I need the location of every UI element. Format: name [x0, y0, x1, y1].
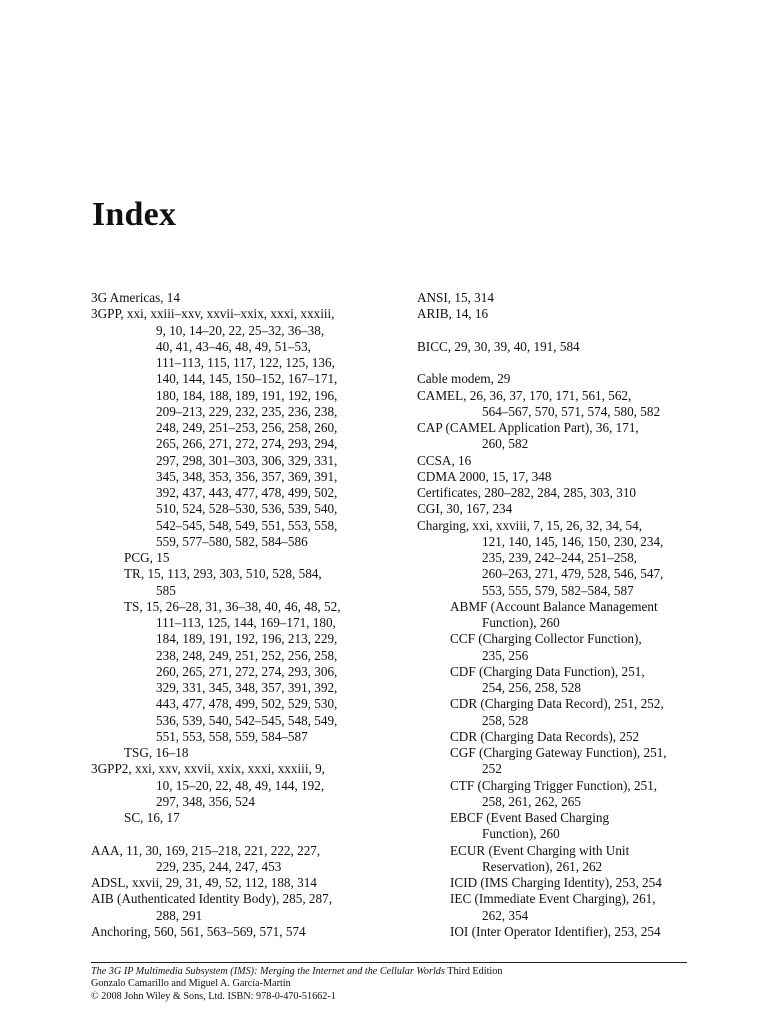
index-continuation: 258, 261, 262, 265 [482, 793, 581, 809]
index-continuation: 235, 256 [482, 647, 529, 663]
index-continuation: 559, 577–580, 582, 584–586 [156, 533, 308, 549]
footer-edition: Third Edition [444, 966, 503, 977]
index-continuation: 260, 582 [482, 436, 529, 452]
index-continuation: Function), 260 [482, 615, 560, 630]
index-continuation: 260–263, 271, 479, 528, 546, 547, [482, 566, 664, 582]
index-subentry: PCG, 15 [124, 550, 170, 565]
index-entry: ARIB, 14, 16 [417, 306, 489, 322]
index-continuation: 209–213, 229, 232, 235, 236, 238, [156, 403, 338, 419]
index-subentry: CGF (Charging Gateway Function), 251, [450, 745, 667, 760]
index-entry: Charging, xxi, xxviii, 7, 15, 26, 32, 34, 54, [417, 517, 643, 533]
index-continuation: 111–113, 115, 117, 122, 125, 136, [156, 355, 335, 370]
index-subentry: ECUR (Event Charging with Unit [450, 842, 630, 858]
index-continuation: 40, 41, 43–46, 48, 49, 51–53, [156, 338, 311, 354]
index-continuation: 235, 239, 242–244, 251–258, [482, 550, 637, 565]
index-entry: CAP (CAMEL Application Part), 36, 171, [417, 420, 639, 435]
index-continuation: 329, 331, 345, 348, 357, 391, 392, [156, 680, 338, 695]
index-entry: Certificates, 280–282, 284, 285, 303, 310 [417, 485, 637, 500]
index-continuation: 248, 249, 251–253, 256, 258, 260, [156, 420, 338, 435]
index-continuation: 180, 184, 188, 189, 191, 192, 196, [156, 387, 338, 403]
index-continuation: 345, 348, 353, 356, 357, 369, 391, [156, 468, 338, 484]
index-subentry: TSG, 16–18 [124, 745, 189, 760]
index-continuation: 265, 266, 271, 272, 274, 293, 294, [156, 436, 338, 452]
index-continuation: Function), 260 [482, 826, 560, 842]
index-continuation: 392, 437, 443, 477, 478, 499, 502, [156, 485, 338, 500]
index-continuation: 262, 354 [482, 907, 529, 923]
footer-copyright: © 2008 John Wiley & Sons, Ltd. ISBN: 978-0-470-51662-1 [91, 990, 336, 1002]
index-subentry: TS, 15, 26–28, 31, 36–38, 40, 46, 48, 52, [124, 598, 341, 614]
index-continuation: 564–567, 570, 571, 574, 580, 582 [482, 403, 661, 419]
index-continuation: 254, 256, 258, 528 [482, 680, 581, 695]
index-continuation: 551, 553, 558, 559, 584–587 [156, 728, 308, 744]
index-entry: CGI, 30, 167, 234 [417, 501, 513, 517]
index-subentry: EBCF (Event Based Charging [450, 810, 610, 825]
index-entry: AIB (Authenticated Identity Body), 285, 287, [91, 891, 332, 907]
footer-book-title: The 3G IP Multimedia Subsystem (IMS): Merging the Internet and the Cellular Worlds [91, 966, 445, 977]
index-subentry: TR, 15, 113, 293, 303, 510, 528, 584, [124, 566, 322, 582]
index-continuation: 585 [156, 582, 176, 598]
index-spacer [417, 323, 717, 339]
index-entry: 3G Americas, 14 [91, 290, 180, 305]
index-subentry: ICID (IMS Charging Identity), 253, 254 [450, 875, 662, 890]
index-entry: CDMA 2000, 15, 17, 348 [417, 468, 552, 484]
index-continuation: 553, 555, 579, 582–584, 587 [482, 582, 634, 598]
index-continuation: 536, 539, 540, 542–545, 548, 549, [156, 712, 338, 728]
index-entry: 3GPP, xxi, xxiii–xxv, xxvii–xxix, xxxi, xxxiii, [91, 306, 335, 322]
index-subentry: CTF (Charging Trigger Function), 251, [450, 777, 658, 793]
index-entry: BICC, 29, 30, 39, 40, 191, 584 [417, 338, 580, 354]
index-continuation: 121, 140, 145, 146, 150, 230, 234, [482, 533, 664, 549]
index-column-right [417, 290, 717, 940]
index-spacer [417, 355, 717, 371]
index-entry: CCSA, 16 [417, 452, 472, 468]
book-footer [91, 962, 687, 1003]
index-continuation: 252 [482, 761, 502, 777]
index-subentry: SC, 16, 17 [124, 810, 180, 825]
index-continuation: 443, 477, 478, 499, 502, 529, 530, [156, 696, 338, 712]
index-subentry: CCF (Charging Collector Function), [450, 631, 642, 647]
index-subentry: IEC (Immediate Event Charging), 261, [450, 891, 656, 907]
index-continuation: 9, 10, 14–20, 22, 25–32, 36–38, [156, 322, 325, 338]
footer-title-line [91, 966, 687, 978]
index-entry: 3GPP2, xxi, xxv, xxvii, xxix, xxxi, xxxiii, 9, [91, 761, 325, 777]
index-continuation: 140, 144, 145, 150–152, 167–171, [156, 371, 338, 387]
index-continuation: 111–113, 125, 144, 169–171, 180, [156, 615, 336, 630]
footer-rule [91, 962, 687, 963]
index-continuation: 184, 189, 191, 192, 196, 213, 229, [156, 631, 338, 647]
index-continuation: 10, 15–20, 22, 48, 49, 144, 192, [156, 777, 325, 793]
index-subentry: CDR (Charging Data Record), 251, 252, [450, 696, 664, 712]
index-subentry: CDR (Charging Data Records), 252 [450, 728, 640, 744]
index-subentry: CDF (Charging Data Function), 251, [450, 663, 645, 679]
index-continuation: 297, 298, 301–303, 306, 329, 331, [156, 452, 338, 468]
index-subentry: ABMF (Account Balance Management [450, 598, 658, 614]
index-entry: ADSL, xxvii, 29, 31, 49, 52, 112, 188, 314 [91, 875, 317, 890]
index-continuation: 258, 528 [482, 712, 529, 728]
index-continuation: 288, 291 [156, 907, 203, 923]
index-entry: Anchoring, 560, 561, 563–569, 571, 574 [91, 923, 306, 939]
index-subentry: IOI (Inter Operator Identifier), 253, 254 [450, 923, 661, 939]
page-title: Index [92, 196, 177, 233]
index-continuation: 260, 265, 271, 272, 274, 293, 306, [156, 663, 338, 679]
index-continuation: 229, 235, 244, 247, 453 [156, 858, 282, 874]
index-column-left [91, 290, 391, 940]
index-entry: AAA, 11, 30, 169, 215–218, 221, 222, 227, [91, 842, 321, 858]
index-continuation: 238, 248, 249, 251, 252, 256, 258, [156, 647, 338, 663]
index-entry: CAMEL, 26, 36, 37, 170, 171, 561, 562, [417, 387, 632, 403]
index-entry: Cable modem, 29 [417, 371, 511, 387]
index-continuation: 542–545, 548, 549, 551, 553, 558, [156, 517, 338, 533]
footer-authors: Gonzalo Camarillo and Miguel A. García-Martín [91, 978, 291, 990]
index-spacer [91, 826, 391, 842]
index-continuation: 510, 524, 528–530, 536, 539, 540, [156, 501, 338, 517]
index-continuation: Reservation), 261, 262 [482, 858, 603, 874]
index-entry: ANSI, 15, 314 [417, 290, 494, 305]
index-continuation: 297, 348, 356, 524 [156, 793, 255, 809]
